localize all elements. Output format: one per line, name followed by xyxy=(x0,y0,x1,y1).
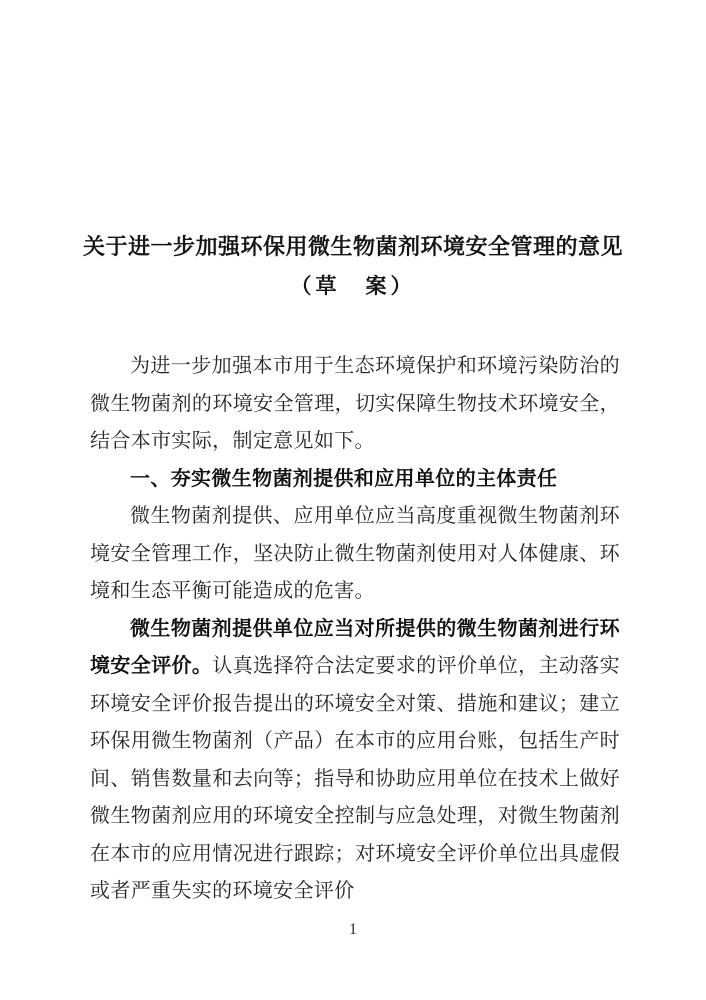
responsibility-paragraph: 微生物菌剂提供、应用单位应当高度重视微生物菌剂环境安全管理工作，坚决防止微生物菌剂使用对人体健康、环境和生态平衡可能造成的危害。 xyxy=(90,505,620,602)
intro-paragraph: 为进一步加强本市用于生态环境保护和环境污染防治的微生物菌剂的环境安全管理，切实保障生物技术环境安全，结合本市实际，制定意见如下。 xyxy=(90,355,620,452)
evaluation-paragraph-bold-lead: 微生物菌剂提供单位应当对所提供的微生物菌剂进行环境安全评价。 xyxy=(90,617,620,677)
page-number: 1 xyxy=(349,921,357,938)
evaluation-paragraph xyxy=(90,611,620,911)
document-subtitle: （草 案） xyxy=(290,275,416,298)
document-title: 关于进一步加强环保用微生物菌剂环境安全管理的意见 xyxy=(82,234,623,259)
evaluation-paragraph-rest: 认真选择符合法定要求的评价单位，主动落实环境安全评价报告提出的环境安全对策、措施和建议；建立环保用微生物菌剂（产品）在本市的应用台账，包括生产时间、销售数量和去向等；指导和协助应用单位在技术上做好微生物菌剂应用的环境安全控制与应急处理，对微生物菌剂在本市的应用情况进行跟踪；对环境安全评价单位出具虚假或者严重失实的环境安全评价 xyxy=(90,655,621,902)
section-heading-1: 一、夯实微生物菌剂提供和应用单位的主体责任 xyxy=(130,467,558,490)
document-body xyxy=(90,348,620,911)
